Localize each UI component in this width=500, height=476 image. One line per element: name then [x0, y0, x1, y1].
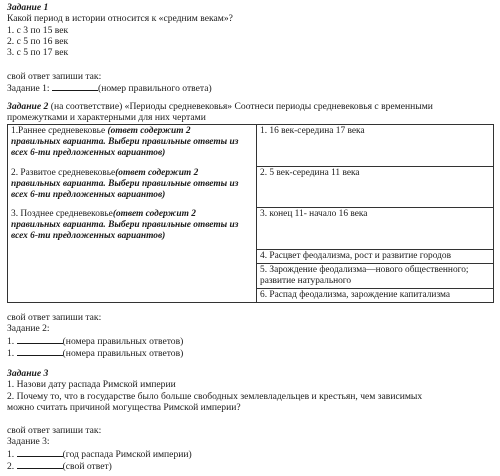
task1-question: Какой период в истории относится к «средним векам»? [7, 13, 233, 25]
task1-title: Задание 1 [7, 2, 49, 13]
period-criteria: всех 6-ти предложенных вариантов) [11, 148, 166, 159]
task3-question-2-cont: можно считать причиной могущества Римской империи? [7, 401, 241, 413]
period-criteria: всех 6-ти предложенных вариантов) [11, 189, 166, 200]
empty-cell [8, 250, 257, 264]
matching-table [7, 124, 494, 303]
task2-answer-prefix: Задание 2: [7, 323, 50, 335]
task1-answer-line [7, 82, 494, 94]
period-cell-1 [8, 125, 257, 167]
task2-answer-blank-1[interactable] [17, 335, 63, 344]
task3-answer-line-2 [7, 460, 494, 472]
option-cell-5 [257, 264, 494, 289]
task2-title-suffix: (на соответствие) «Периоды средневековья» Соотнеси периоды средневековья с временными [48, 101, 433, 112]
task3-question-2: 2. Почему то, что в государстве было больше свободных землевладельцев и крестьян, чем зависимых [7, 390, 423, 402]
period-cell-3 [8, 208, 257, 250]
answer-num: 2. [7, 460, 15, 472]
period-label: 3. Позднее средневековье [11, 208, 113, 219]
task2-answer-line-1 [7, 335, 494, 347]
answer-hint: (свой ответ) [62, 460, 112, 472]
task1-block [7, 2, 494, 59]
option-cell-3: 3. конец 11- начало 16 века [257, 208, 494, 250]
period-cell-2 [8, 167, 257, 208]
answer-num: 1. [7, 335, 15, 347]
task1-option-3: 3. с 5 по 17 век [7, 47, 69, 59]
option-cell-6: 6. Распад феодализма, зарождение капитализма [257, 289, 494, 303]
table-row [8, 167, 494, 208]
period-criteria: правильных варианта. Выбери правильные ответы из [11, 178, 239, 189]
table-row [8, 250, 494, 264]
answer-hint: (номера правильных ответов) [62, 335, 184, 347]
task3-title: Задание 3 [7, 368, 49, 379]
period-criteria: всех 6-ти предложенных вариантов) [11, 230, 166, 241]
period-label: 2. Развитое средневековье [11, 167, 116, 178]
task2-heading [7, 101, 494, 124]
task3-answer-blank-2[interactable] [17, 460, 63, 469]
task1-answer-prefix: Задание 1: [7, 83, 50, 95]
task3-answer-note: свой ответ запиши так: [7, 425, 102, 436]
table-row [8, 264, 494, 289]
task1-answer-hint: (номер правильного ответа) [98, 83, 212, 95]
option-cell-4: 4. Расцвет феодализма, рост и развитие городов [257, 250, 494, 264]
period-criteria: (ответ содержит 2 [115, 167, 199, 178]
period-criteria: (ответ содержит 2 [107, 126, 191, 136]
answer-hint: (номера правильных ответов) [62, 347, 184, 359]
task3-answer-block [7, 425, 494, 472]
answer-num: 1. [7, 448, 15, 460]
task2-answer-line-2 [7, 347, 494, 359]
option-cell-1: 1. 16 век-середина 17 века [257, 125, 494, 167]
task2-title: Задание 2 [7, 101, 49, 112]
task2-title-line2: промежутками и характерными для них чертами [7, 112, 206, 124]
task2-answer-blank-2[interactable] [17, 347, 63, 356]
empty-cell [8, 264, 257, 289]
table-row [8, 289, 494, 303]
task3-block [7, 368, 494, 413]
task1-answer-note: свой ответ запиши так: [7, 71, 102, 82]
task2-answer-note: свой ответ запиши так: [7, 312, 102, 323]
task3-answer-prefix: Задание 3: [7, 436, 50, 448]
answer-hint: (год распада Римской империи) [62, 448, 192, 460]
empty-cell [8, 289, 257, 303]
task1-option-1: 1. с 3 по 15 век [7, 24, 69, 36]
table-row [8, 125, 494, 167]
task3-answer-line-1 [7, 448, 494, 460]
table-row [8, 208, 494, 250]
task2-answer-block [7, 312, 494, 359]
task1-option-2: 2. с 5 по 16 век [7, 35, 69, 47]
period-criteria: правильных варианта. Выбери правильные ответы из [11, 137, 239, 148]
period-criteria: (ответ содержит 2 [112, 208, 196, 219]
task1-answer-block [7, 71, 494, 95]
option-cell-2: 2. 5 век-середина 11 века [257, 167, 494, 208]
period-criteria: правильных варианта. Выбери правильные ответы из [11, 219, 239, 230]
task1-answer-blank[interactable] [52, 82, 98, 91]
answer-num: 1. [7, 347, 15, 359]
task3-question-1: 1. Назови дату распада Римской империи [7, 379, 176, 391]
option-5-line1: 5. Зарождение феодализма—нового общественного; [260, 265, 469, 276]
task3-answer-blank-1[interactable] [17, 448, 63, 457]
option-5-line2: развитие натурального [260, 276, 352, 287]
period-label: 1.Раннее средневековье [11, 126, 108, 136]
